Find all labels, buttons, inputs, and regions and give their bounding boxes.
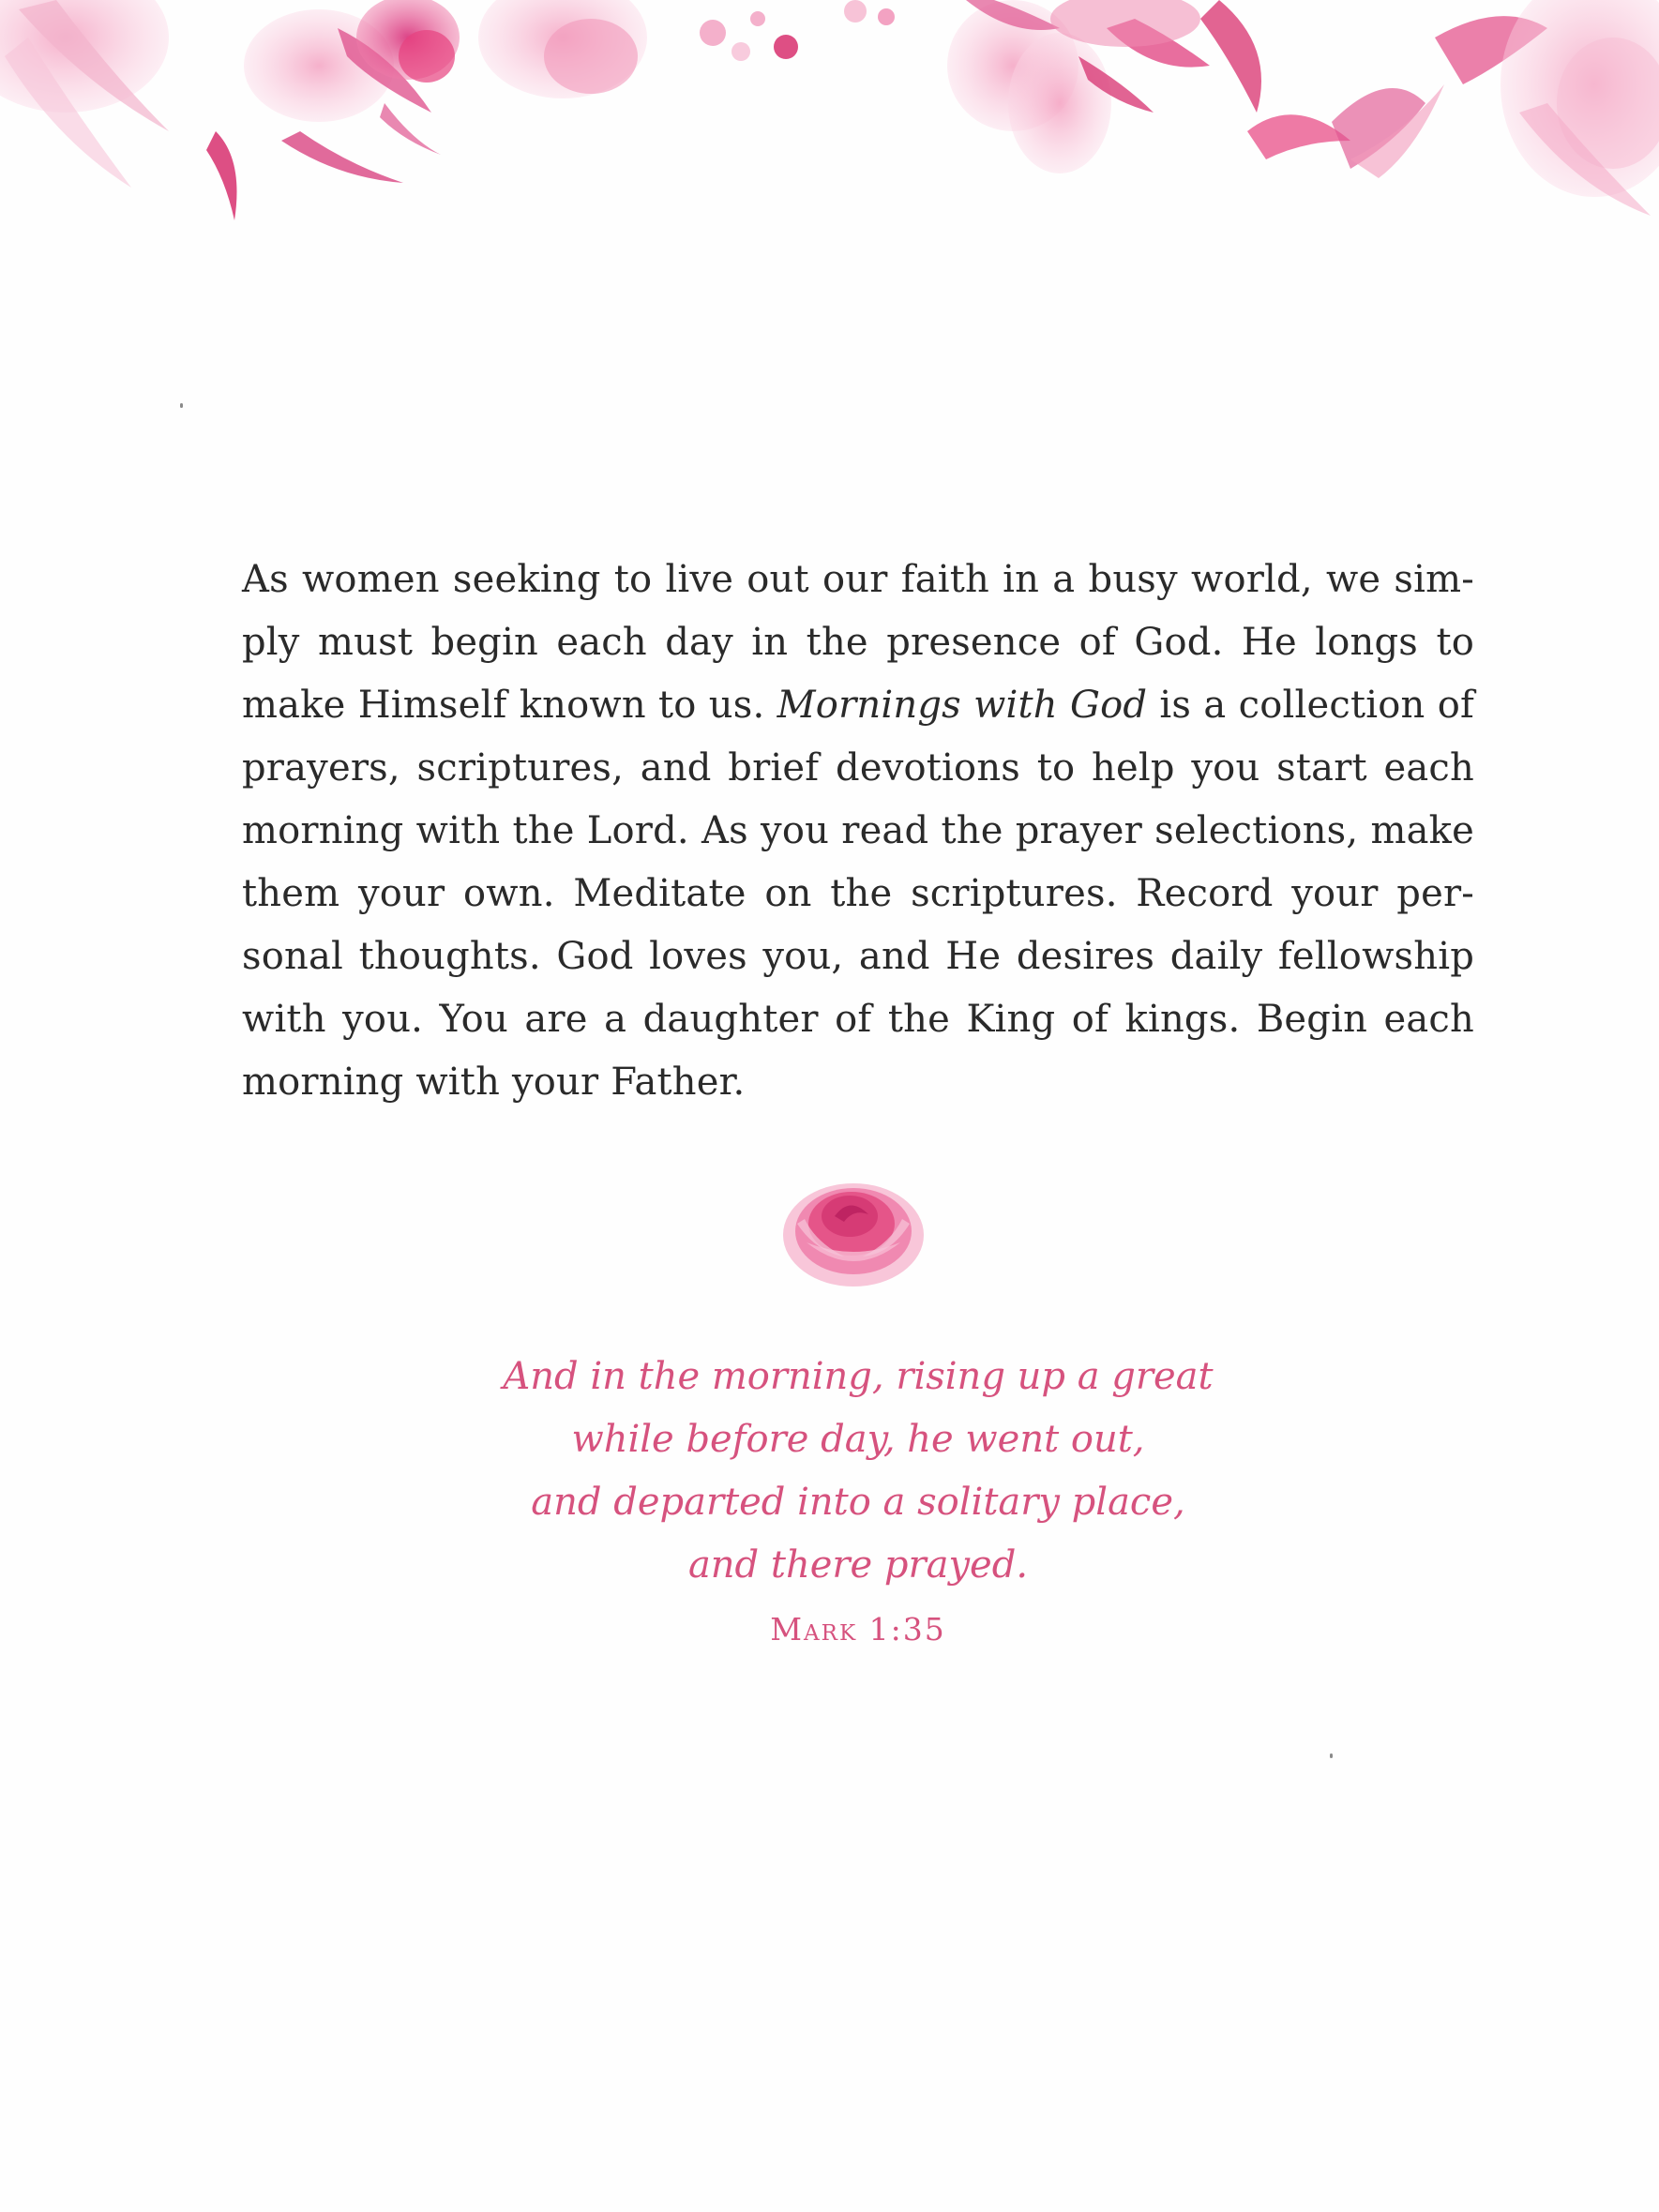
intro-line: make Himself known to us. Mornings with God is a collection of (242, 684, 1474, 727)
intro-paragraph (242, 549, 1474, 1114)
intro-line: morning with the Lord. As you read the prayer selections, make (242, 809, 1474, 852)
paper-speck (1330, 1753, 1333, 1758)
scripture-verse (450, 1346, 1266, 1597)
rose-icon (778, 1167, 928, 1294)
intro-line: prayers, scriptures, and brief devotions to help you start each (242, 746, 1474, 790)
paper-speck (180, 403, 183, 408)
intro-line: sonal thoughts. God loves you, and He desires daily fellowship (242, 935, 1474, 978)
verse-line: and departed into a solitary place, (531, 1481, 1185, 1524)
intro-line: ply must begin each day in the presence of God. He longs to (242, 621, 1474, 664)
book-title: Mornings with God (777, 684, 1148, 727)
verse-line: and there prayed. (687, 1543, 1029, 1587)
intro-line: As women seeking to live out our faith in a busy world, we sim- (242, 558, 1474, 601)
verse-line: while before day, he went out, (571, 1418, 1145, 1461)
intro-line: morning with your Father. (242, 1061, 746, 1104)
floral-border-icon (0, 0, 1659, 281)
intro-line: them your own. Meditate on the scriptures. Record your per- (242, 872, 1474, 915)
verse-reference: Mark 1:35 (770, 1611, 946, 1648)
intro-line: with you. You are a daughter of the King of kings. Begin each (242, 998, 1474, 1041)
verse-line: And in the morning, rising up a great (503, 1355, 1214, 1398)
